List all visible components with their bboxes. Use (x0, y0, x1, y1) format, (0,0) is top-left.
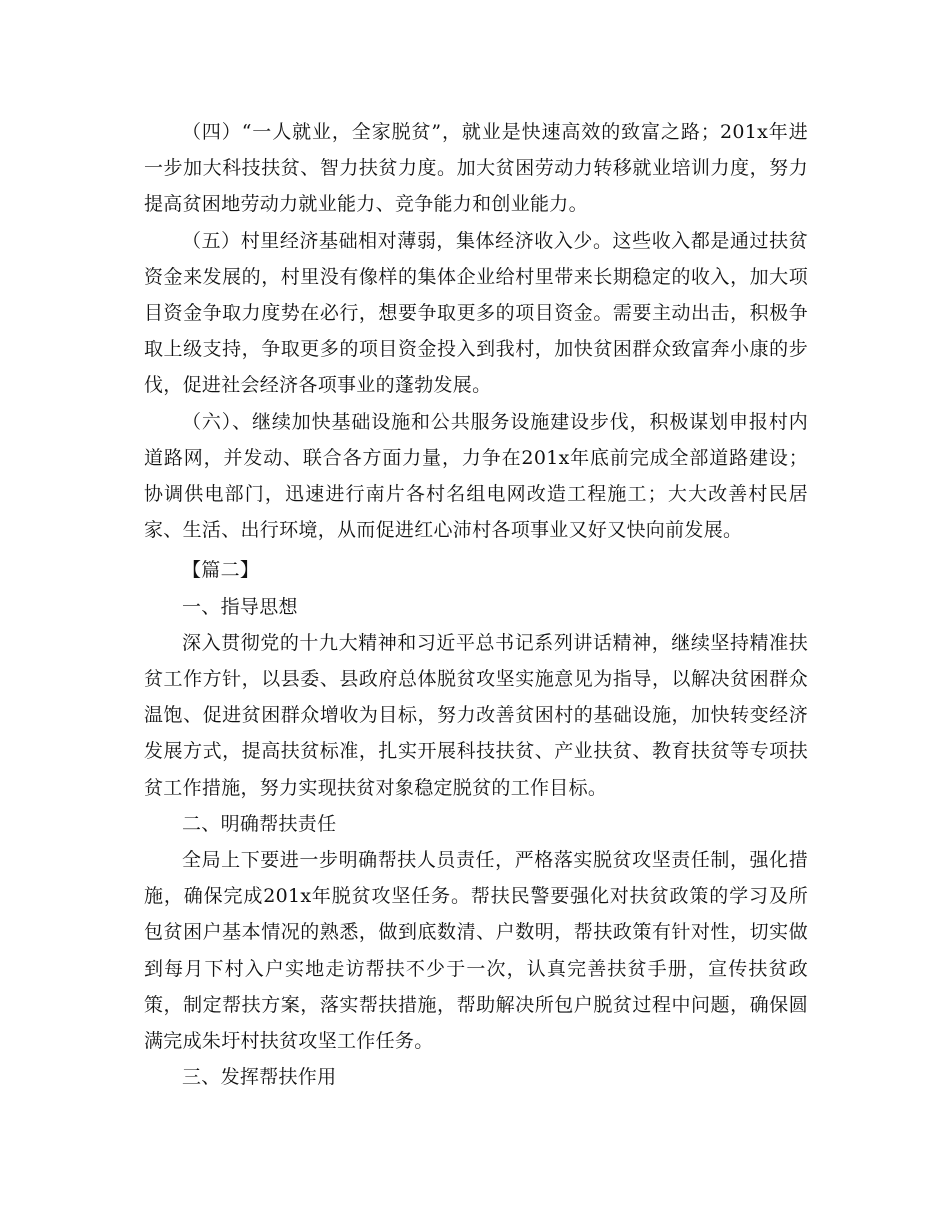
document-body (144, 114, 808, 1095)
heading-guiding-ideology: 一、指导思想 (182, 595, 298, 618)
paragraph-guiding-ideology: 深入贯彻党的十九大精神和习近平总书记系列讲话精神，继续坚持精准扶贫工作方针，以县委、县政府总体脱贫攻坚实施意见为指导，以解决贫困群众温饱、促进贫困群众增收为目标，努力改善贫困村的基础设施，加快转变经济发展方式，提高扶贫标准，扎实开展科技扶贫、产业扶贫、教育扶贫等专项扶贫工作措施，努力实现扶贫对象稳定脱贫的工作目标。 (144, 631, 808, 799)
heading-assistance-role: 三、发挥帮扶作用 (182, 1066, 337, 1089)
section-marker-part-two: 【篇二】 (182, 559, 260, 582)
paragraph-four-employment: （四）“一人就业，全家脱贫”，就业是快速高效的致富之路；201x年进一步加大科技扶贫、智力扶贫力度。加大贫困劳动力转移就业培训力度，努力提高贫困地劳动力就业能力、竞争能力和创业能力。 (144, 121, 808, 216)
paragraph-assistance-responsibility: 全局上下要进一步明确帮扶人员责任，严格落实脱贫攻坚责任制，强化措施，确保完成201x年脱贫攻坚任务。帮扶民警要强化对扶贫政策的学习及所包贫困户基本情况的熟悉，做到底数清、户数明，帮扶政策有针对性，切实做到每月下村入户实地走访帮扶不少于一次，认真完善扶贫手册，宣传扶贫政策，制定帮扶方案，落实帮扶措施，帮助解决所包户脱贫过程中问题，确保圆满完成朱圩村扶贫攻坚工作任务。 (144, 849, 808, 1053)
paragraph-five-economy: （五）村里经济基础相对薄弱，集体经济收入少。这些收入都是通过扶贫资金来发展的，村里没有像样的集体企业给村里带来长期稳定的收入，加大项目资金争取力度势在必行，想要争取更多的项目资金。需要主动出击，积极争取上级支持，争取更多的项目资金投入到我村，加快贫困群众致富奔小康的步伐，促进社会经济各项事业的蓬勃发展。 (144, 229, 808, 397)
paragraph-six-infrastructure: （六）、继续加快基础设施和公共服务设施建设步伐，积极谋划申报村内道路网，并发动、联合各方面力量，力争在201x年底前完成全部道路建设；协调供电部门，迅速进行南片各村名组电网改造工程施工；大大改善村民居家、生活、出行环境，从而促进红心沛村各项事业又好又快向前发展。 (144, 410, 808, 542)
heading-assistance-responsibility: 二、明确帮扶责任 (182, 812, 337, 835)
